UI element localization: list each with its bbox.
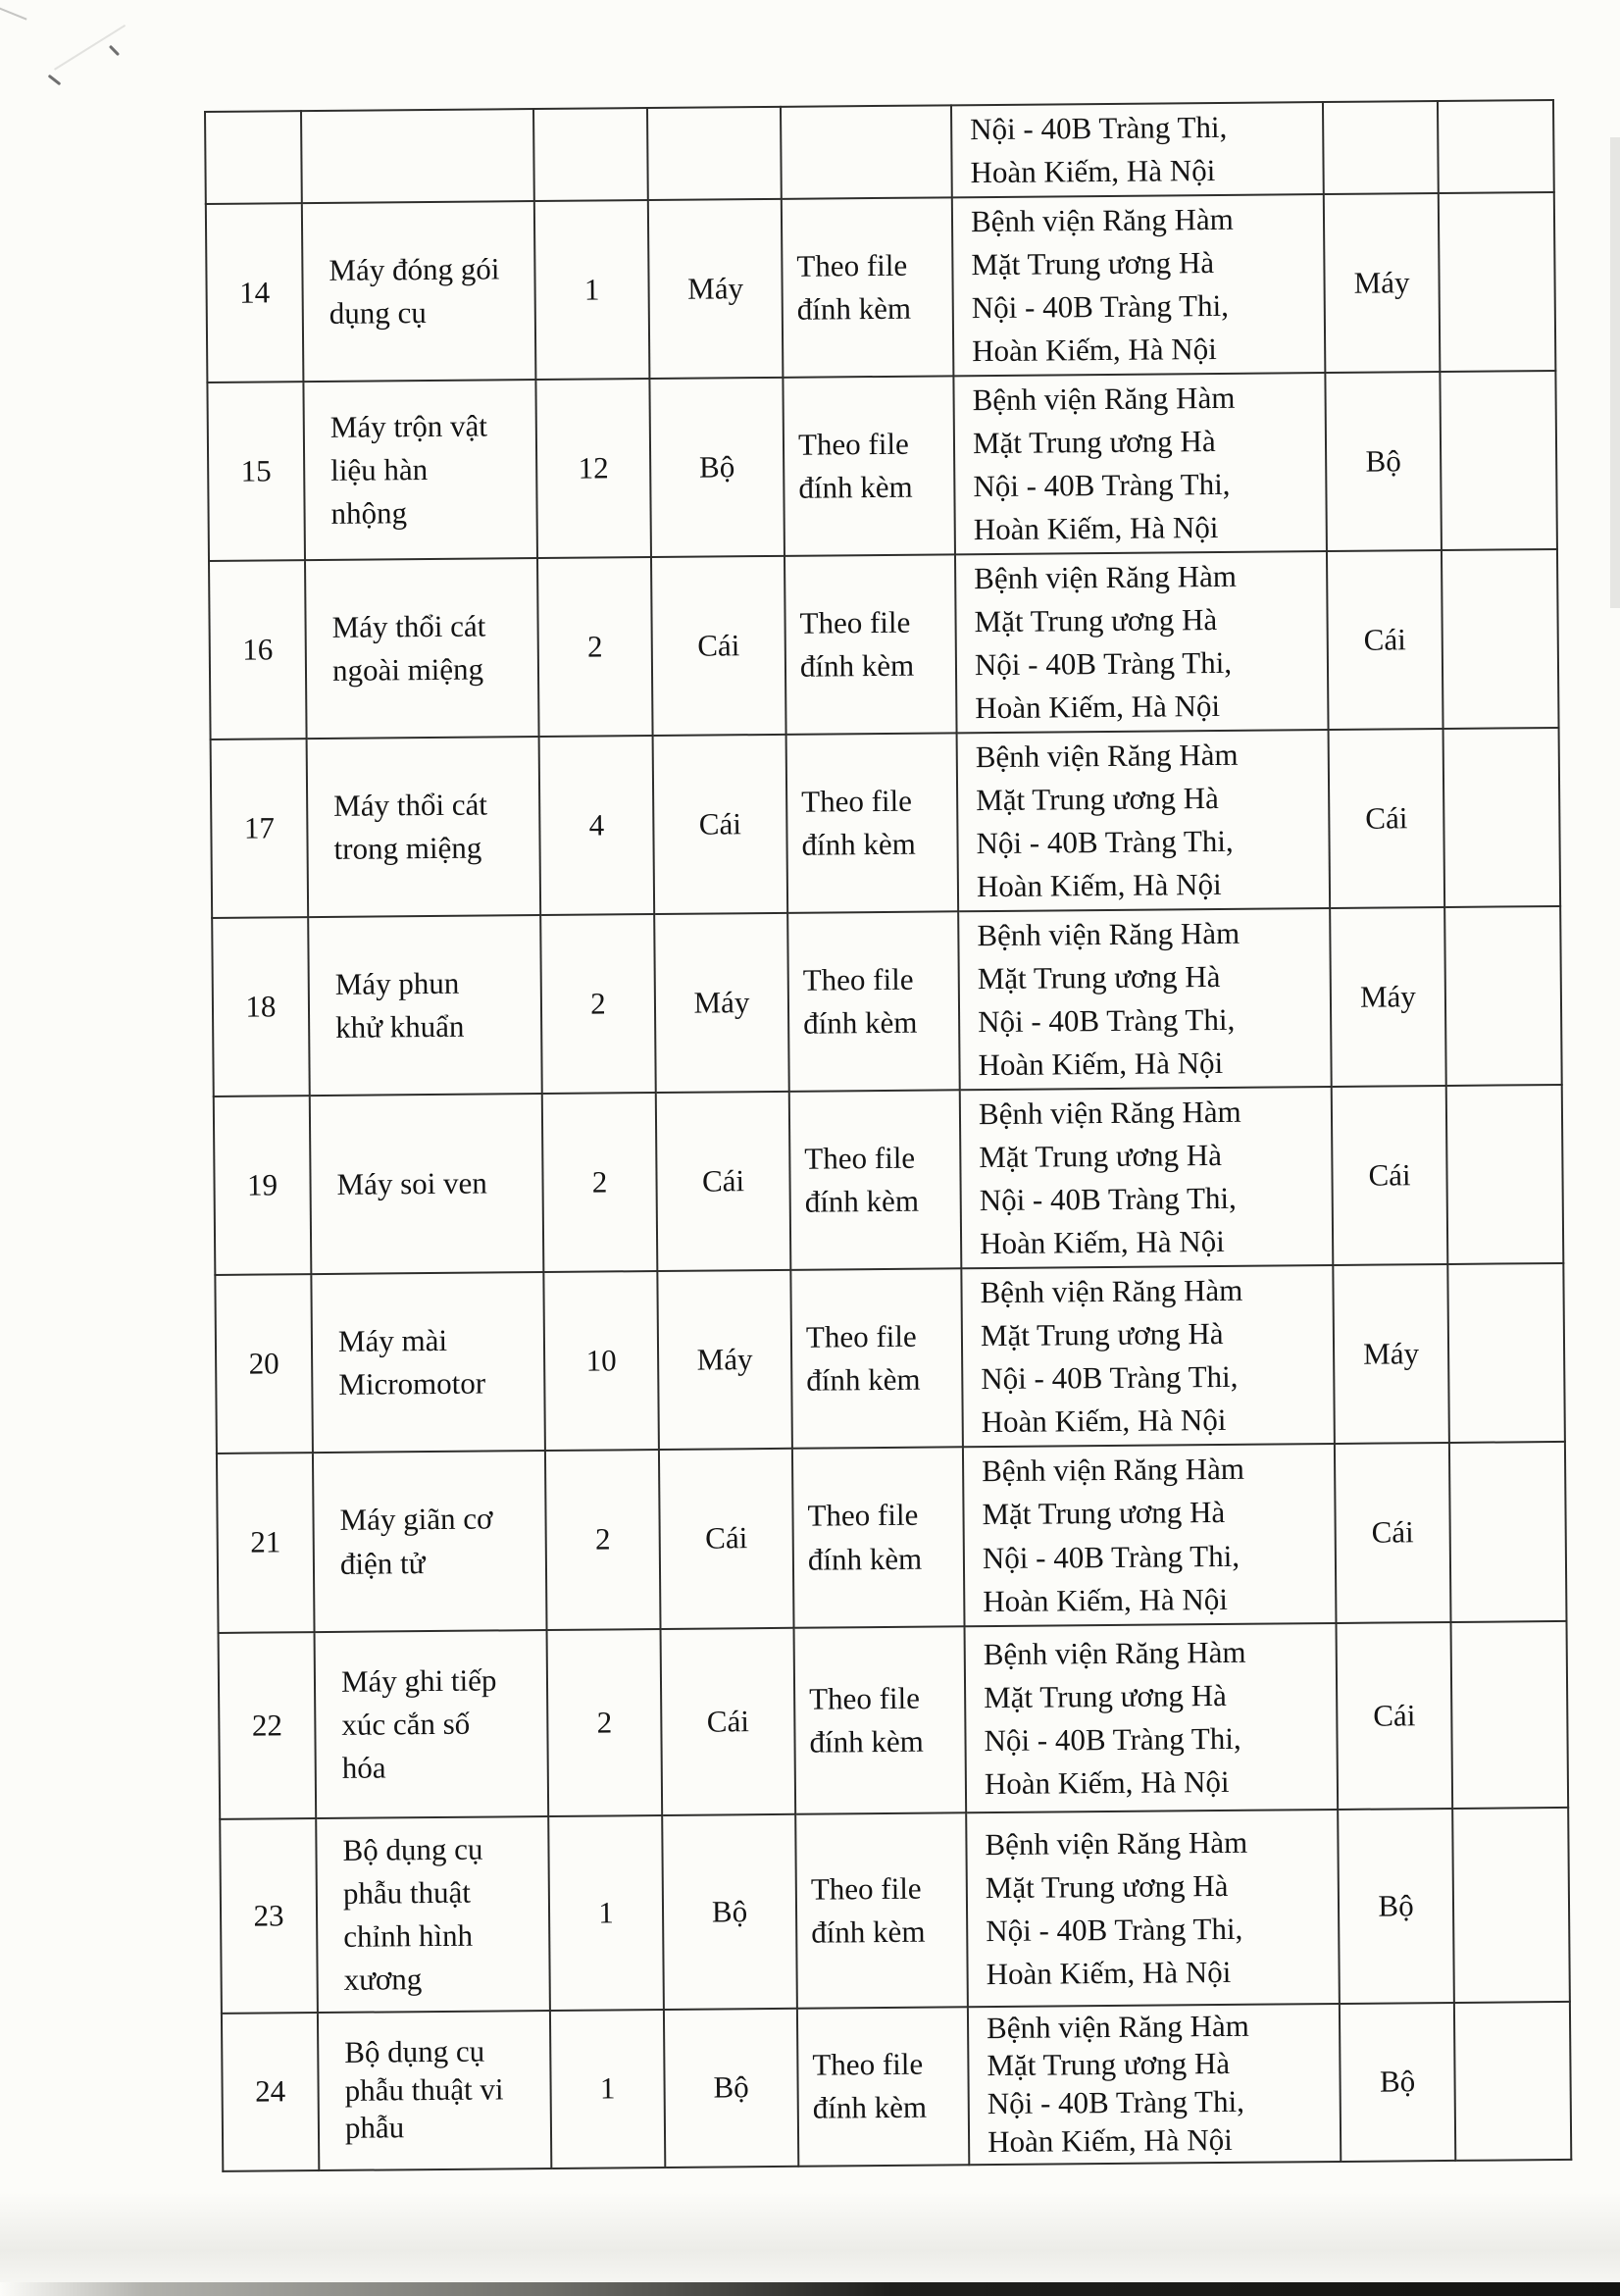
cell-stt: 23 <box>220 1818 318 2014</box>
cell-name: Máy trộn vật liệu hàn nhộng <box>303 380 537 560</box>
cell-unit: Máy <box>654 913 789 1093</box>
cell-attachment: Theo file đính kèm <box>795 1812 968 2009</box>
cell-stt: 16 <box>209 560 307 740</box>
cell-qty: 12 <box>535 379 651 558</box>
cell-unit <box>647 107 782 200</box>
cell-unit: Cái <box>651 556 786 736</box>
cell-name: Máy phun khử khuẩn <box>308 915 542 1096</box>
cell-recipient-unit: Bộ <box>1325 372 1442 551</box>
scan-edge-strip <box>0 2282 1620 2296</box>
cell-unit: Cái <box>659 1449 794 1628</box>
cell-attachment: Theo file đính kèm <box>786 734 959 914</box>
cell-unit: Bộ <box>662 1813 797 2009</box>
cell-unit: Cái <box>656 1092 791 1271</box>
table-row <box>222 2001 1571 2170</box>
cell-attachment <box>781 105 952 199</box>
cell-stt: 24 <box>222 2013 319 2171</box>
cell-name: Máy mài Micromotor <box>311 1272 545 1453</box>
cell-stt: 18 <box>212 917 310 1097</box>
cell-empty <box>1440 371 1557 550</box>
cell-qty: 1 <box>548 1815 664 2011</box>
cell-unit: Cái <box>661 1627 796 1814</box>
pencil-line <box>54 25 126 71</box>
table-container <box>204 99 1572 2171</box>
cell-unit: Bộ <box>664 2008 798 2167</box>
cell-recipient-unit: Bộ <box>1338 1808 1454 2003</box>
cell-recipient-unit <box>1323 101 1439 194</box>
table-row <box>219 1620 1569 1818</box>
cell-recipient-unit: Bộ <box>1340 2002 1455 2161</box>
cell-attachment: Theo file đính kèm <box>790 1269 963 1450</box>
cell-attachment: Theo file đính kèm <box>782 197 954 378</box>
cell-unit: Máy <box>648 199 784 379</box>
table-row <box>215 1263 1565 1454</box>
table-row <box>207 371 1557 561</box>
table-row <box>206 192 1556 383</box>
cell-empty <box>1447 1263 1565 1443</box>
table-row <box>211 728 1561 918</box>
cell-qty: 1 <box>550 2010 665 2168</box>
cell-stt: 17 <box>211 739 309 918</box>
cell-recipient-unit: Cái <box>1332 1086 1448 1265</box>
cell-qty: 2 <box>542 1093 658 1272</box>
cell-recipient-unit: Máy <box>1333 1264 1449 1444</box>
cell-name: Máy thổi cát trong miệng <box>307 737 541 917</box>
cell-name: Máy thổi cát ngoài miệng <box>305 558 539 739</box>
cell-address: Bệnh viện Răng Hàm Mặt Trung ương Hà Nội - 40B Tràng Thi, Hoàn Kiếm, Hà Nội <box>968 2004 1341 2165</box>
cell-name <box>301 109 534 203</box>
cell-stt: 15 <box>207 382 305 561</box>
cell-stt: 14 <box>206 203 304 383</box>
cell-empty <box>1446 1085 1564 1264</box>
cell-address: Bệnh viện Răng Hàm Mặt Trung ương Hà Nội - 40B Tràng Thi, Hoàn Kiếm, Hà Nội <box>966 1810 1340 2007</box>
cell-recipient-unit: Cái <box>1327 550 1443 730</box>
cell-stt: 20 <box>215 1274 313 1454</box>
cell-empty <box>1450 1620 1568 1808</box>
cell-stt: 19 <box>214 1096 312 1275</box>
cell-attachment: Theo file đính kèm <box>787 912 960 1093</box>
cell-address: Bệnh viện Răng Hàm Mặt Trung ương Hà Nội - 40B Tràng Thi, Hoàn Kiếm, Hà Nội <box>952 194 1326 376</box>
table-row-continuation <box>205 100 1554 204</box>
cell-recipient-unit: Cái <box>1329 729 1445 908</box>
table-row <box>212 906 1562 1097</box>
cell-address: Bệnh viện Răng Hàm Mặt Trung ương Hà Nội - 40B Tràng Thi, Hoàn Kiếm, Hà Nội <box>965 1623 1339 1812</box>
cell-attachment: Theo file đính kèm <box>785 554 957 735</box>
cell-name: Bộ dụng cụ phẫu thuật chỉnh hình xương <box>316 1816 550 2013</box>
cell-empty <box>1454 2001 1571 2160</box>
cell-attachment: Theo file đính kèm <box>794 1626 967 1814</box>
cell-empty <box>1438 100 1554 193</box>
equipment-table <box>204 99 1572 2171</box>
cell-stt <box>205 111 302 204</box>
scan-shading <box>0 2192 1620 2282</box>
cell-qty: 1 <box>534 200 650 380</box>
table-row <box>214 1085 1564 1275</box>
table-row <box>217 1442 1567 1632</box>
cell-address: Bệnh viện Răng Hàm Mặt Trung ương Hà Nội - 40B Tràng Thi, Hoàn Kiếm, Hà Nội <box>963 1444 1337 1625</box>
cell-address: Bệnh viện Răng Hàm Mặt Trung ương Hà Nội - 40B Tràng Thi, Hoàn Kiếm, Hà Nội <box>955 551 1329 733</box>
cell-empty <box>1443 728 1561 907</box>
cell-address: Nội - 40B Tràng Thi, Hoàn Kiếm, Hà Nội <box>951 102 1324 197</box>
cell-recipient-unit: Máy <box>1324 193 1441 373</box>
pencil-mark <box>48 75 62 86</box>
cell-unit: Cái <box>653 735 788 914</box>
cell-address: Bệnh viện Răng Hàm Mặt Trung ương Hà Nội - 40B Tràng Thi, Hoàn Kiếm, Hà Nội <box>958 908 1332 1090</box>
cell-recipient-unit: Máy <box>1330 907 1446 1087</box>
cell-empty <box>1439 192 1556 372</box>
pencil-mark <box>109 45 120 56</box>
cell-address: Bệnh viện Răng Hàm Mặt Trung ương Hà Nội - 40B Tràng Thi, Hoàn Kiếm, Hà Nội <box>953 373 1327 554</box>
cell-qty <box>533 108 648 201</box>
cell-address: Bệnh viện Răng Hàm Mặt Trung ương Hà Nội - 40B Tràng Thi, Hoàn Kiếm, Hà Nội <box>957 730 1331 911</box>
cell-unit: Bộ <box>649 378 785 557</box>
cell-empty <box>1449 1442 1567 1621</box>
cell-name: Bộ dụng cụ phẫu thuật vi phẫu <box>318 2011 551 2170</box>
table-row <box>209 549 1559 740</box>
cell-qty: 2 <box>540 914 656 1094</box>
cell-qty: 2 <box>545 1450 661 1629</box>
cell-recipient-unit: Cái <box>1336 1621 1452 1809</box>
cell-qty: 2 <box>547 1629 663 1816</box>
cell-attachment: Theo file đính kèm <box>797 2007 969 2167</box>
cell-qty: 10 <box>543 1271 659 1451</box>
cell-empty <box>1452 1807 1570 2002</box>
cell-empty <box>1444 906 1562 1086</box>
cell-name: Máy đóng gói dụng cụ <box>302 201 536 382</box>
pencil-scratch <box>0 6 27 21</box>
cell-name: Máy giãn cơ điện tử <box>313 1451 547 1631</box>
cell-stt: 22 <box>219 1632 317 1819</box>
cell-attachment: Theo file đính kèm <box>783 376 955 556</box>
cell-qty: 2 <box>537 557 653 737</box>
table-row <box>220 1807 1570 2013</box>
cell-address: Bệnh viện Răng Hàm Mặt Trung ương Hà Nội - 40B Tràng Thi, Hoàn Kiếm, Hà Nội <box>961 1265 1335 1447</box>
cell-attachment: Theo file đính kèm <box>789 1091 962 1271</box>
cell-recipient-unit: Cái <box>1335 1443 1451 1622</box>
cell-name: Máy ghi tiếp xúc cắn số hóa <box>315 1630 549 1818</box>
cell-address: Bệnh viện Răng Hàm Mặt Trung ương Hà Nội - 40B Tràng Thi, Hoàn Kiếm, Hà Nội <box>960 1087 1334 1268</box>
cell-name: Máy soi ven <box>310 1094 544 1274</box>
cell-empty <box>1442 549 1559 729</box>
cell-qty: 4 <box>539 736 655 915</box>
cell-stt: 21 <box>217 1454 315 1633</box>
scan-edge-smudge <box>1610 137 1620 608</box>
cell-attachment: Theo file đính kèm <box>792 1448 965 1628</box>
cell-unit: Máy <box>657 1270 792 1450</box>
